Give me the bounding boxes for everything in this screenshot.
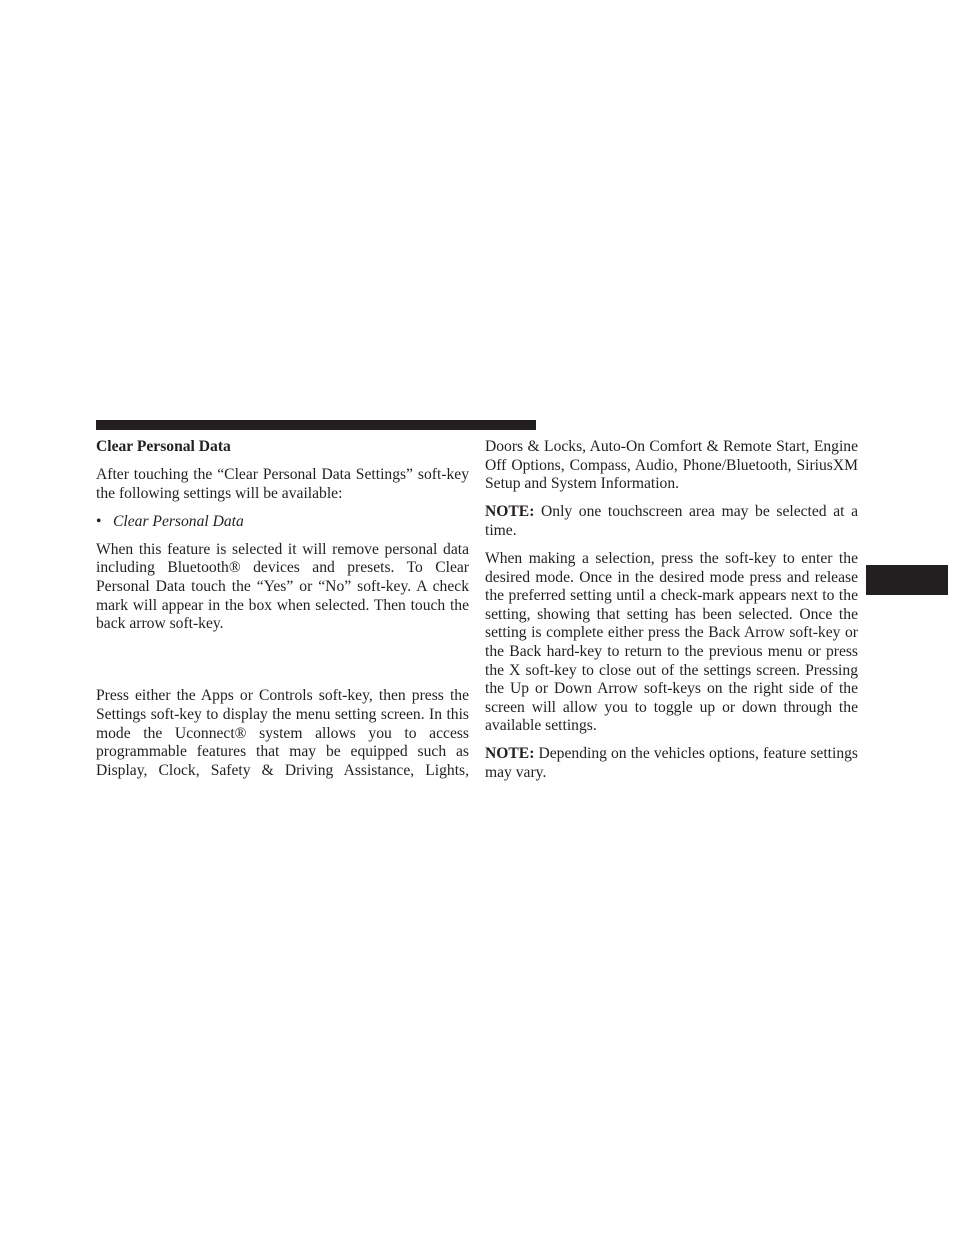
- note-paragraph-1: [485, 503, 858, 540]
- note-paragraph-2: [485, 745, 858, 782]
- section-rule: [96, 420, 536, 430]
- selection-paragraph: When making a selection, press the soft-key to enter the desired mode. Once in the desired mode press and release the preferred setting until a check-mark appears next to the setting, showing that setting has been selected. Once the setting is complete either press the Back Arrow soft-key or the Back hard-key to return to the previous menu or press the X soft-key to close out of the settings screen. Pressing the Up or Down Arrow soft-keys on the right side of the screen will allow you to toggle up or down through the available settings.: [485, 549, 858, 735]
- description-paragraph: When this feature is selected it will remove personal data including Bluetooth® devices and presets. To Clear Personal Data touch the “Yes” or “No” soft-key. A check mark will appear in the box when selected. Then touch the back arrow soft-key.: [96, 540, 469, 633]
- continuation-paragraph: Doors & Locks, Auto-On Comfort & Remote Start, Engine Off Options, Compass, Audio, Phone/Bluetooth, SiriusXM Setup and System Information.: [485, 438, 858, 493]
- bullet-text: Clear Personal Data: [113, 512, 244, 530]
- bullet-dot-icon: •: [96, 512, 102, 530]
- note-text: Depending on the vehicles options, feature settings may vary.: [485, 745, 858, 781]
- note-label: NOTE:: [485, 745, 535, 763]
- section-gap: [96, 643, 469, 687]
- settings-intro-paragraph: Press either the Apps or Controls soft-key, then press the Settings soft-key to display the menu setting screen. In this mode the Uconnect® system allows you to access programmable features that may be equipped such as Display, Clock, Safety & Driving Assistance, Lights,: [96, 687, 469, 779]
- section-heading: Clear Personal Data: [96, 438, 231, 455]
- note-text: Only one touchscreen area may be selected at a time.: [485, 503, 858, 539]
- intro-paragraph: After touching the “Clear Personal Data Settings” soft-key the following settings will be available:: [96, 466, 469, 502]
- chapter-tab: [866, 565, 948, 595]
- left-column: [96, 438, 469, 790]
- note-label: NOTE:: [485, 503, 535, 521]
- right-column: [485, 438, 858, 792]
- bullet-item: [96, 513, 469, 532]
